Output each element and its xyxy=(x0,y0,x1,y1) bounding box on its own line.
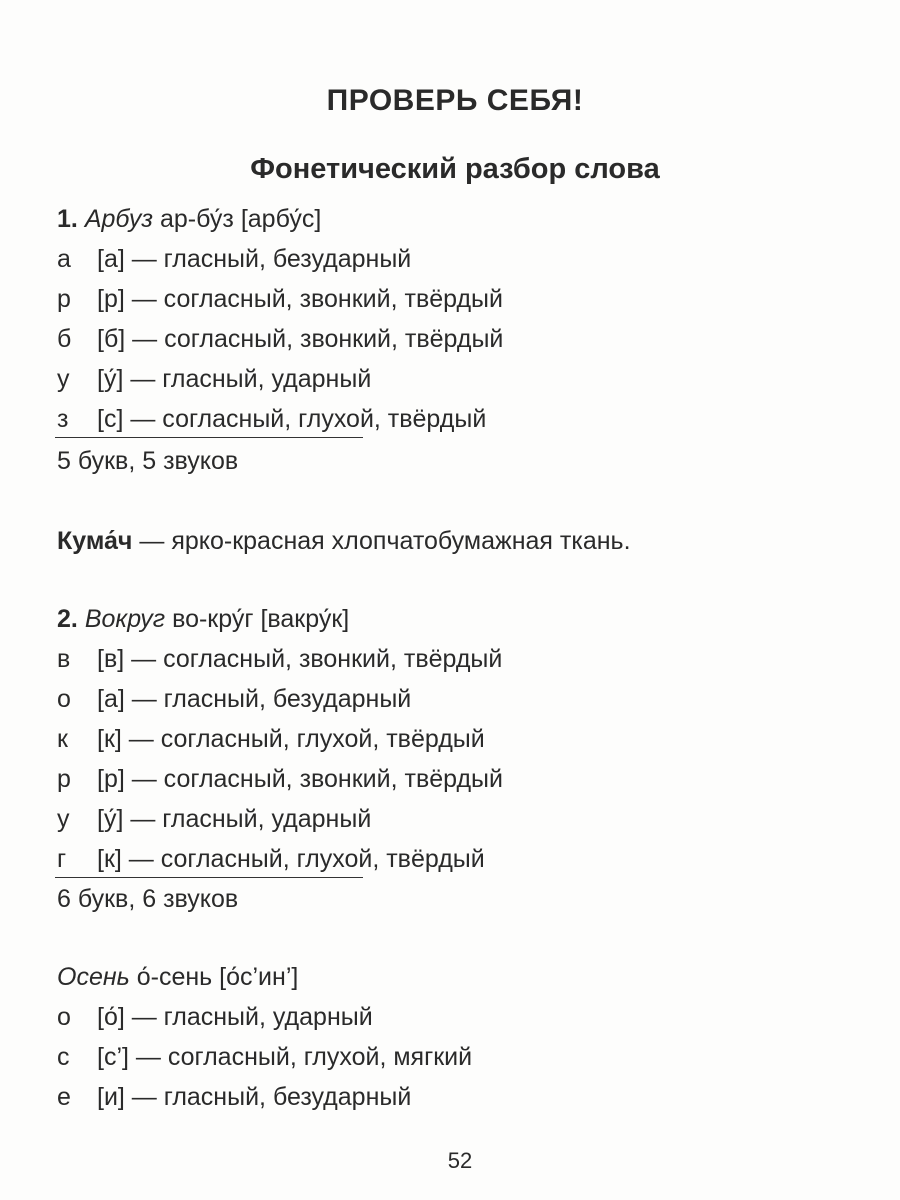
sound-description: [с] — согласный, глухой, твёрдый xyxy=(97,405,487,433)
definition: — ярко-красная хлопчатобумажная ткань. xyxy=(132,527,631,555)
sound-description: [с’] — согласный, глухой, мягкий xyxy=(97,1043,473,1071)
letter: у xyxy=(57,805,70,833)
syllables: о́-сень xyxy=(136,963,213,991)
transcription: [вакру́к] xyxy=(260,605,350,633)
page-title: ПРОВЕРЬ СЕБЯ! xyxy=(326,84,584,117)
sound-row xyxy=(57,244,411,274)
letter: а xyxy=(57,245,71,273)
sound-row xyxy=(57,1082,411,1112)
letter: р xyxy=(57,285,71,313)
letter: о xyxy=(57,685,71,713)
sound-row xyxy=(57,644,502,674)
sound-description: [а] — гласный, безударный xyxy=(97,245,412,273)
sound-description: [р] — согласный, звонкий, твёрдый xyxy=(97,765,503,793)
sound-row xyxy=(57,364,371,394)
letter: у xyxy=(57,365,70,393)
sound-description: [б] — согласный, звонкий, твёрдый xyxy=(97,325,504,353)
letter: р xyxy=(57,765,71,793)
transcription: [о́с’ин’] xyxy=(219,963,299,991)
definition-note xyxy=(57,526,631,556)
sound-description: [к] — согласный, глухой, твёрдый xyxy=(97,845,485,873)
item-number: 1. xyxy=(57,205,78,233)
item3-heading xyxy=(57,962,298,992)
sound-row xyxy=(57,1042,472,1072)
sound-description: [к] — согласный, глухой, твёрдый xyxy=(97,725,485,753)
syllables: ар-бу́з xyxy=(159,205,234,233)
page-number: 52 xyxy=(447,1148,473,1173)
syllables: во-кру́г xyxy=(172,605,254,633)
item2-summary: 6 букв, 6 звуков xyxy=(57,885,239,913)
sound-row xyxy=(57,284,503,314)
underline xyxy=(55,877,363,878)
letter: к xyxy=(57,725,68,753)
letter: г xyxy=(57,845,67,873)
sound-description: [и] — гласный, безударный xyxy=(97,1083,412,1111)
letter: в xyxy=(57,645,71,673)
item1-heading xyxy=(57,204,321,234)
sound-description: [а] — гласный, безударный xyxy=(97,685,412,713)
sound-row xyxy=(57,724,485,754)
sound-description: [у́] — гласный, ударный xyxy=(97,805,372,833)
word: Осень xyxy=(57,963,130,991)
sound-row xyxy=(57,684,411,714)
transcription: [арбу́с] xyxy=(240,205,322,233)
letter: з xyxy=(57,405,69,433)
sound-row xyxy=(57,1002,373,1032)
item2-heading xyxy=(57,604,349,634)
sound-description: [р] — согласный, звонкий, твёрдый xyxy=(97,285,503,313)
letter: с xyxy=(57,1043,70,1071)
item1-summary: 5 букв, 5 звуков xyxy=(57,447,239,475)
letter: о xyxy=(57,1003,71,1031)
sound-description: [о́] — гласный, ударный xyxy=(97,1003,373,1031)
sound-row xyxy=(57,844,485,874)
sound-description: [в] — согласный, звонкий, твёрдый xyxy=(97,645,503,673)
sound-row xyxy=(57,404,486,434)
word: Арбуз xyxy=(84,205,154,233)
term: Кума́ч xyxy=(57,527,133,555)
item-number: 2. xyxy=(57,605,78,633)
underline xyxy=(55,437,363,438)
sound-row xyxy=(57,324,503,354)
letter: б xyxy=(57,325,72,353)
section-heading: Фонетический разбор слова xyxy=(250,153,660,185)
sound-row xyxy=(57,764,503,794)
sound-description: [у́] — гласный, ударный xyxy=(97,365,372,393)
word: Вокруг xyxy=(84,605,166,633)
letter: е xyxy=(57,1083,71,1111)
sound-row xyxy=(57,804,371,834)
